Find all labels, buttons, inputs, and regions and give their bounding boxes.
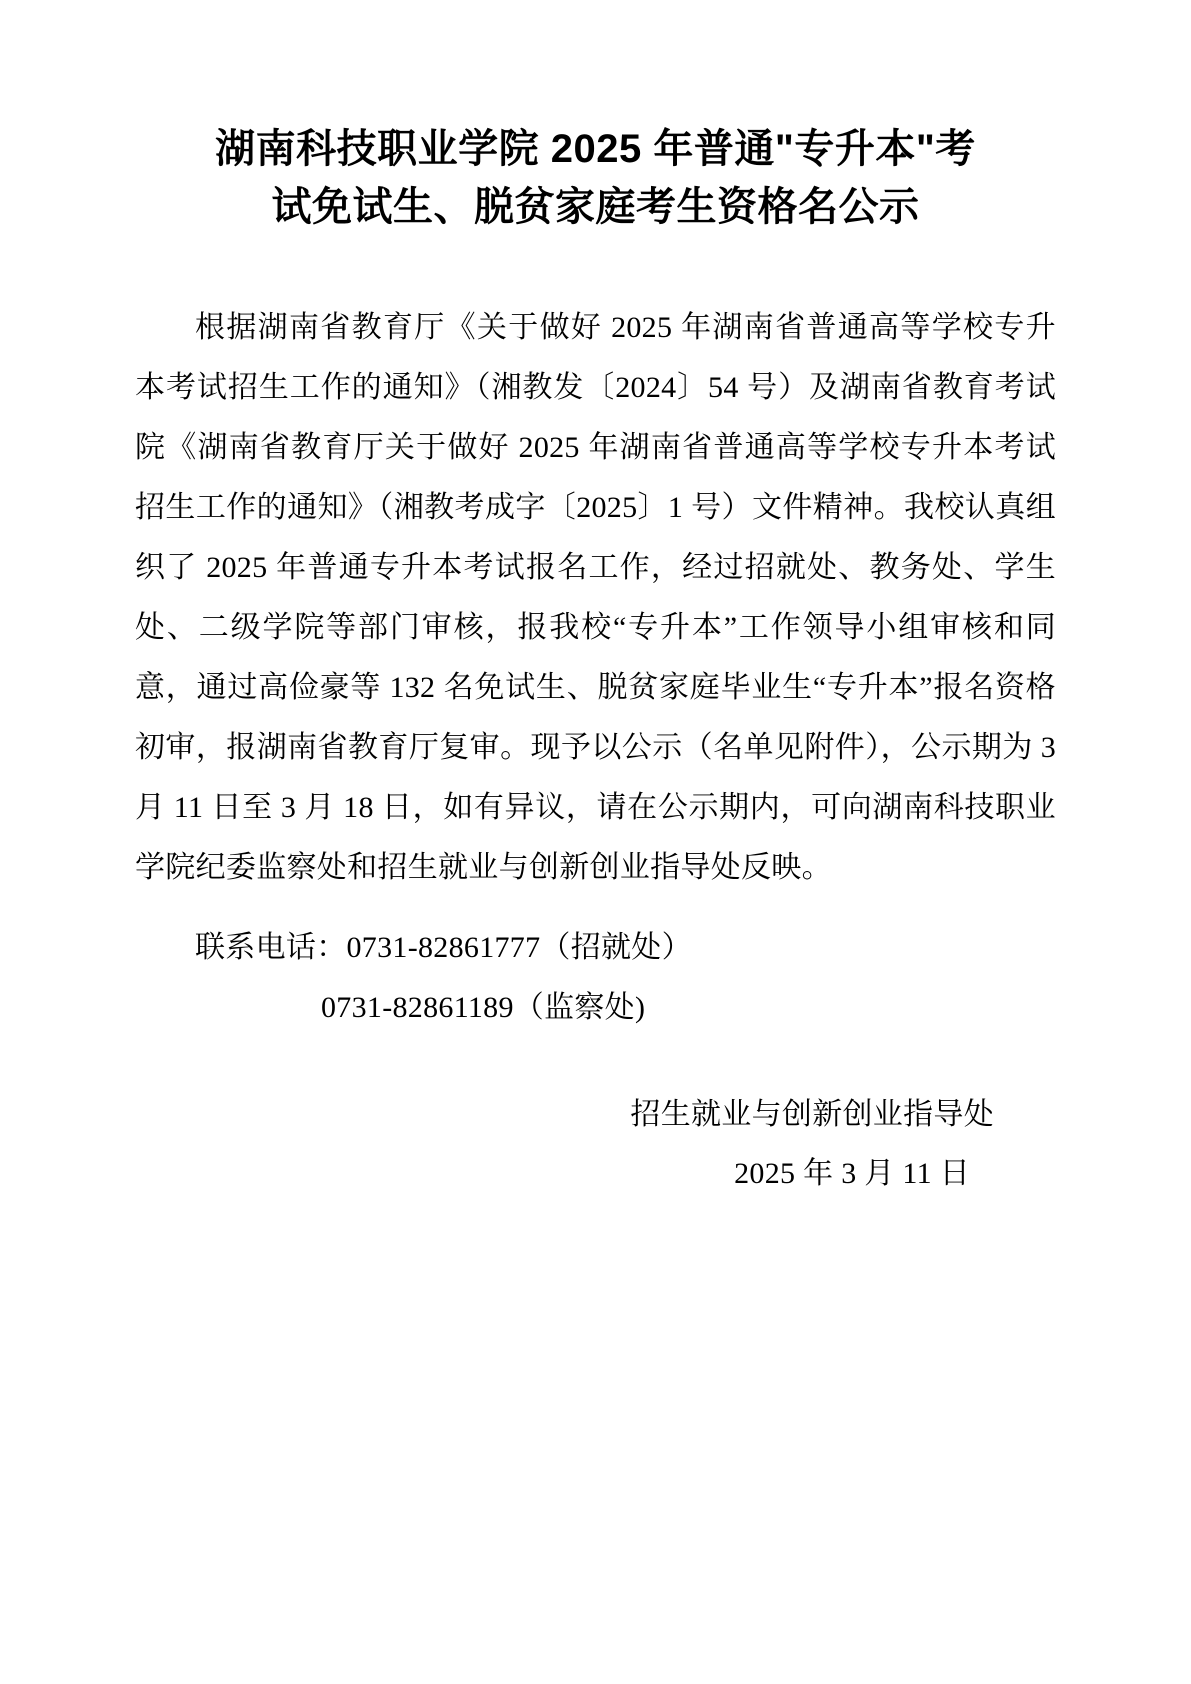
contact-block bbox=[135, 918, 1056, 1038]
contact-phone-supervision: 0731-82861189（监察处) bbox=[321, 991, 646, 1024]
contact-phone-admissions: 联系电话：0731-82861777（招就处） bbox=[195, 931, 692, 964]
signature-organization: 招生就业与创新创业指导处 bbox=[630, 1098, 994, 1131]
document-body bbox=[135, 298, 1056, 1203]
signature-date: 2025 年 3 月 11 日 bbox=[734, 1156, 970, 1190]
page-title: 湖南科技职业学院 2025 年普通"专升本"考试免试生、脱贫家庭考生资格名公示 bbox=[215, 127, 976, 229]
body-paragraph: 根据湖南省教育厅《关于做好 2025 年湖南省普通高等学校专升本考试招生工作的通知》（湘教发〔2024〕54 号）及湖南省教育考试院《湖南省教育厅关于做好 2025 年湖南省普通高等学校专升本考试招生工作的通知》（湘教考成字〔2025〕1 号）文件精神。我校认真组织了 2025 年普通专升本考试报名工作，经过招就处、教务处、学生处、二级学院等部门审核，报我校“专升本”工作领导小组审核和同意，通过高俭豪等 132 名免试生、脱贫家庭毕业生“专升本”报名资格初审，报湖南省教育厅复审。现予以公示（名单见附件），公示期为 3 月 11 日至 3 月 18 日，如有异议，请在公示期内，可向湖南科技职业学院纪委监察处和招生就业与创新创业指导处反映。 bbox=[135, 311, 1056, 884]
signature-block bbox=[135, 1086, 1056, 1203]
